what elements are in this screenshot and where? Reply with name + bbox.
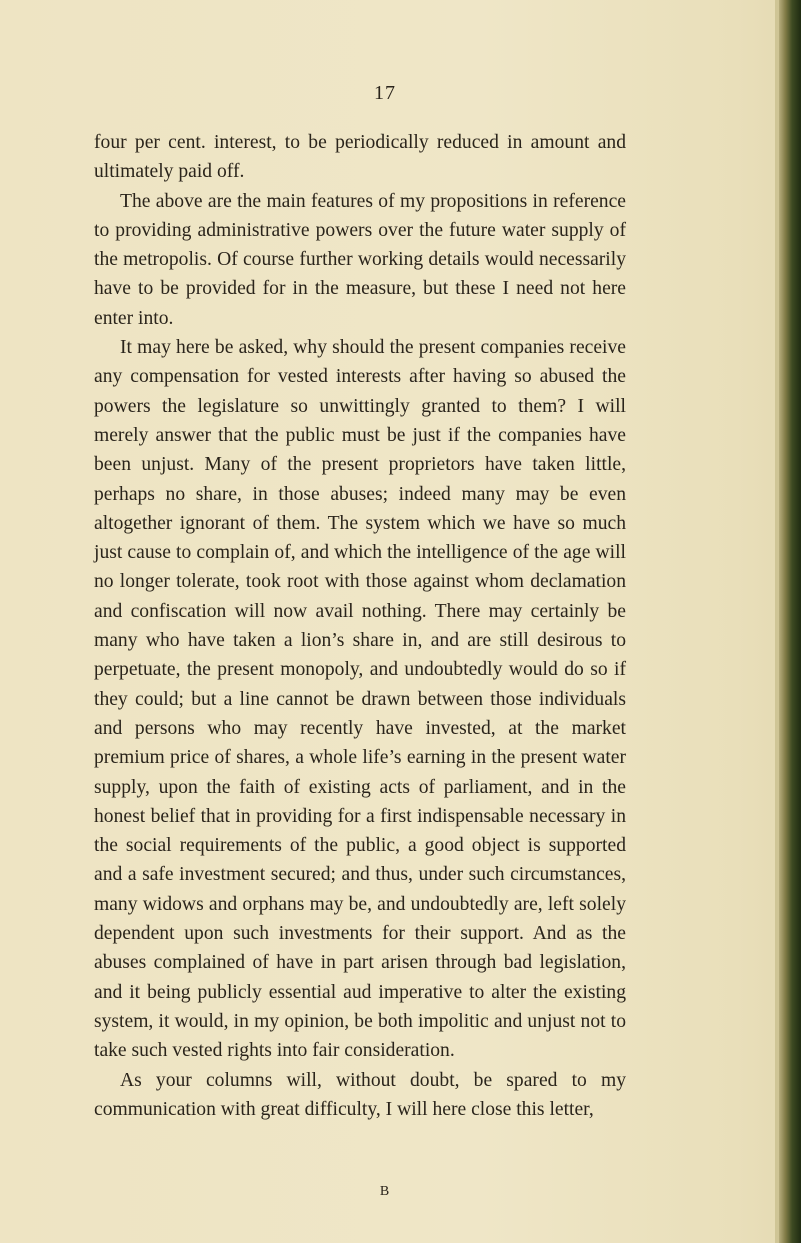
paragraph-3: It may here be asked, why should the present companies receive any compensation for vested interests after having so abused the powers the legislature so unwittingly granted to them? I will merely answer that the public must be just if the companies have been unjust. Many of the present proprietors have taken little, perhaps no share, in those abuses; indeed many may be even altogether ignorant of them. The system which we have so much just cause to complain of, and which the intelligence of the age will no longer tolerate, took root with those against whom declamation and confiscation will now avail nothing. There may certainly be many who have taken a lion’s share in, and are still desirous to perpetuate, the present monopoly, and undoubtedly would do so if they could; but a line cannot be drawn between those individuals and persons who may recently have invested, at the market premium price of shares, a whole life’s earning in the present water supply, upon the faith of existing acts of parliament, and in the honest belief that in providing for a first indispensable necessary in the social requirements of the public, a good object is supported and a safe investment secured; and thus, under such circumstances, many widows and orphans may be, and undoubtedly are, left solely dependent upon such investments for their support. And as the abuses complained of have in part arisen through bad legislation, and it being publicly essential aud imperative to alter the existing system, it would, in my opinion, be both impolitic and unjust not to take such vested rights into fair consideration. <box>94 337 626 1062</box>
paragraph-1: four per cent. interest, to be periodically reduced in amount and ultimately paid off. <box>94 132 626 183</box>
signature-mark: B <box>379 1184 391 1199</box>
paragraph-2: The above are the main features of my propositions in reference to providing administrative powers over the future water supply of the metropolis. Of course further working details would necessarily have to be provided for in the measure, but these I need not here enter into. <box>94 190 626 329</box>
page-number: 17 <box>374 82 396 104</box>
paragraph-4: As your columns will, without doubt, be spared to my communication with great difficulty, I will here close this letter, <box>94 1069 626 1120</box>
page-body <box>94 128 626 1124</box>
book-edge <box>779 0 801 1243</box>
